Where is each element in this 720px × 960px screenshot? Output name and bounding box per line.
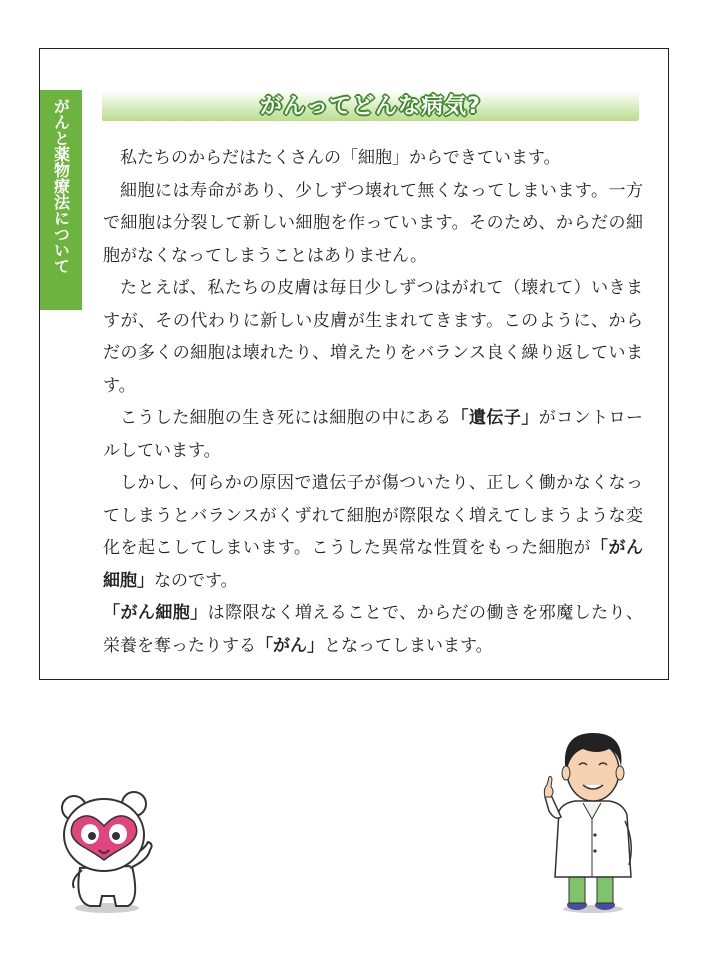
section-side-tab: がんと薬物療法について — [40, 90, 82, 310]
content-frame — [39, 48, 669, 680]
mascot-bear-icon — [52, 790, 162, 915]
body-text — [103, 142, 643, 662]
paragraph: 私たちのからだはたくさんの「細胞」からできています。 — [120, 148, 561, 168]
doctor-character-icon — [535, 725, 650, 915]
paragraph-text: は際限なく増えることで、からだの働きを邪魔したり、栄養を奪ったりする — [103, 603, 643, 656]
page-title: がんってどんな病気? — [260, 94, 481, 119]
emphasis-term: 「がん細胞」 — [103, 603, 208, 623]
emphasis-term: 「がん細胞」 — [103, 538, 644, 591]
emphasis-term: 「遺伝子」 — [451, 408, 539, 428]
paragraph-text: なのです。 — [154, 570, 238, 591]
paragraph: 細胞には寿命があり、少しずつ壊れて無くなってしまいます。一方で細胞は分裂して新しい細胞を作っています。そのため、からだの細胞がなくなってしまうことはありません。 — [103, 180, 643, 266]
paragraph: たとえば、私たちの皮膚は毎日少しずつはがれて（壊れて）いきますが、その代わりに新しい皮膚が生まれてきます。このように、からだの多くの細胞は壊れたり、増えたりをバランス良く繰り返しています。 — [103, 278, 643, 396]
paragraph — [103, 597, 643, 662]
paragraph-text: となってしまいます。 — [324, 635, 493, 656]
paragraph-text: がコントロールしています。 — [103, 408, 644, 461]
emphasis-term: 「がん」 — [256, 635, 324, 656]
paragraph — [103, 402, 643, 467]
paragraph-text: しかし、何らかの原因で遺伝子が傷ついたり、正しく働かなくなってしまうとバランスがくずれて細胞が際限なく増えてしまうような変化を起こしてしまいます。こうした異常な性質をもった細胞が — [103, 473, 643, 558]
paragraph — [103, 467, 643, 597]
paragraph-text: こうした細胞の生き死には細胞の中にある — [120, 408, 452, 428]
